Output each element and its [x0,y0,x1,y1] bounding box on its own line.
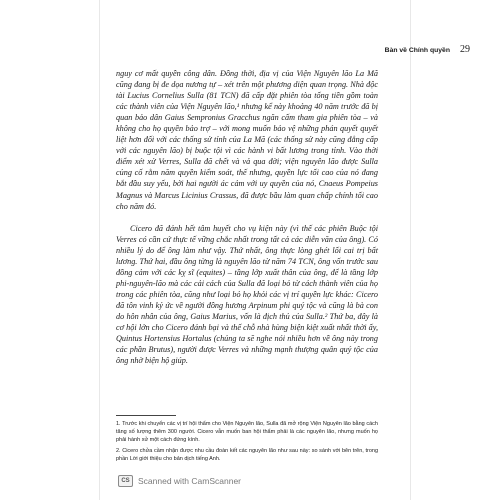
camscanner-icon: CS [118,475,133,487]
running-title: Bàn về Chính quyền [384,47,450,54]
running-header [385,44,470,55]
footnote-1: 1. Trước khi chuyển các vị trí hội thẩm cho Viện Nguyên lão, Sulla đã mở rộng Viện Nguyên lão bằng cách tăng số lượng thêm 300 người. Cicero vẫn muốn ban hội thẩm phải là các nguyên lão, nhưng muốn họ phải hành xử một cách đứng kính. [116,421,378,443]
page-number: 29 [460,44,470,55]
footnote-divider [116,415,176,416]
page-body [116,68,378,366]
paragraph-1: nguy cơ mất quyền công dân. Đồng thời, địa vị của Viện Nguyên lão La Mã cũng đang bị đe dọa nương tự – xét trên một phương diện quan trọng. Nhà độc tài Lucius Cornelius Sulla (81 TCN) đã cấp đặt phiên tòa tống tiền gồm toàn các thành viên của Viện Nguyên lão,¹ nhưng kể này khoảng 40 năm trước đã bị quan bảo dân Gaius Sempronius Gracchus ngăn cấm tham gia phiên tòa – và không cho họ quyền bảo trợ – với mong muốn bảo vệ những phán quyết quyết liệt hơn đối với các thống sử tỉnh của La Mã (các thống sử này cũng đẳng cấp với các nguyên lão) bị buộc tội vì các hành vi bất lương trong tỉnh. Vào thời điểm xét xử Verres, Sulla đã chết và vả qua đời; viện nguyên lão được Sulla củng cố rằm năm quyền kiểm soát, thế nhưng, quyền lực tối cao của nó đang bắt đầu suy yếu, bởi hai người ác cảm với uy quyền của nó, Cnaeus Pompeius Magnus và Marcus Licinius Crassus, đã được bầu làm quan chấp chính tối cao cho năm đó. [116,69,378,211]
paragraph-2: Cicero đã đánh hết tâm huyết cho vụ kiện này (vì thế các phiên Buộc tội Verres có cần cứ thực tế vững chắc nhất trong tất cả các diễn văn của ông). Có nhiều lý do để ông làm như vậy. Thứ nhất, ông thực lòng ghét lối cai trị bất lương. Thứ hai, đầu ông từng là nguyên lão từ năm 74 TCN, ông vốn trước sau đồng cảm với các kỵ sĩ (equites) – tầng lớp xuất thân của ông, để là tầng lớp phi-nguyên-lão mà các cải cách của Sulla đã loại bỏ từ cách thành viên của họ trong các phiên tòa, cũng như loại bỏ họ khỏi các vị trí quyền lực khác: Cicero đã tôn vinh kỷ ức về người đồng hương Arpinum phi quý tộc và cũng là bà con do hôn nhân của ông, Gaius Marius, vốn là địch thủ của Sulla.² Thứ ba, đây là cơ hội lớn cho Cicero đánh bại và thế chỗ nhà hùng biện kiệt xuất nhất thời ấy, Quintus Hortensius Hortalus (chúng ta sẽ nghe nói nhiều hơn về ông này trong các phần Brutus), người được Verres và những mạnh thượng quân quý tộc của ông nhờ biện hộ giúp. [116,223,378,366]
footnote-2: 2. Cicero chửa cầm nhận được nhu cầu đoàn kết các nguyên lão như sau này: so sánh với bên trên, trong phần Lời giới thiệu cho bản dịch tiếng Anh. [116,448,378,462]
camscanner-watermark [118,475,241,487]
footnotes [116,420,378,466]
watermark-text: Scanned with CamScanner [138,476,242,486]
